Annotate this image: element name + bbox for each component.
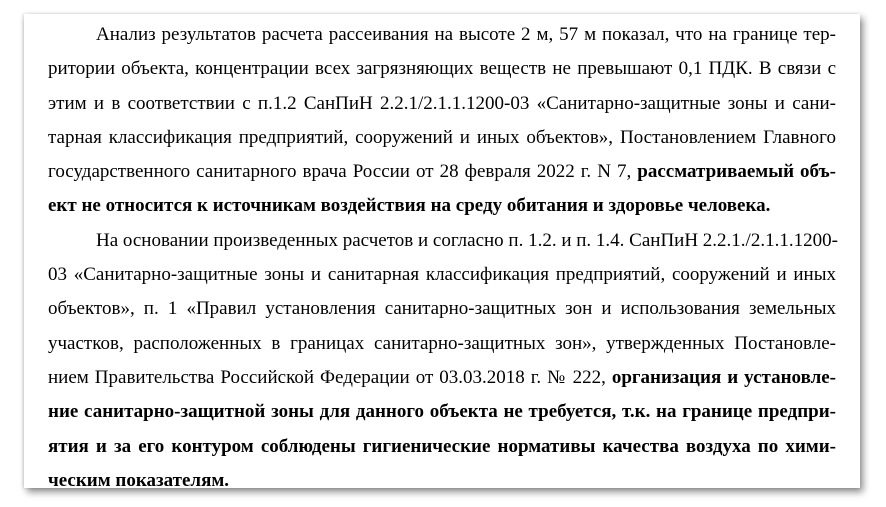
bold-fragment: рассматриваемый объ- xyxy=(637,161,836,183)
text-line xyxy=(48,395,836,429)
text-line: объектов», п. 1 «Правил установления санитарно-защитных зон и использования земельных xyxy=(48,298,836,320)
paragraph-sanitary-zone-conclusion xyxy=(48,224,836,498)
text-line: этим и в соответствии с п.1.2 СанПиН 2.2.1/2.1.1.1200-03 «Санитарно-защитные зоны и сани- xyxy=(48,92,836,114)
text-line: тарная классификация предприятий, сооружений и иных объектов», Постановлением Главного xyxy=(48,126,836,148)
document-page xyxy=(24,14,860,491)
text-line: На основании произведенных расчетов и согласно п. 1.2. и п. 1.4. СанПиН 2.2.1./2.1.1.1200- xyxy=(96,229,838,251)
text-fragment: государственного санитарного врача России от 28 февраля 2022 г. N 7, xyxy=(48,161,638,183)
text-line xyxy=(48,430,836,464)
text-line: участков, расположенных в границах санитарно-защитных зон», утвержденных Постановле- xyxy=(48,332,836,354)
text-line: Анализ результатов расчета рассеивания на высоте 2 м, 57 м показал, что на границе тер- xyxy=(96,24,836,45)
document-body xyxy=(48,18,836,498)
text-line: ритории объекта, концентрации всех загрязняющих веществ не превышают 0,1 ПДК. В связи с xyxy=(48,58,836,80)
text-fragment: нием Правительства Российской Федерации от 03.03.2018 г. № 222, xyxy=(48,366,612,388)
text-line xyxy=(48,464,836,498)
text-line xyxy=(48,189,836,223)
bold-fragment: ятия и за его контуром соблюдены гигиенические нормативы качества воздуха по хими- xyxy=(48,435,836,457)
bold-fragment: ние санитарно-защитной зоны для данного объекта не требуется, т.к. на границе предпри- xyxy=(48,401,836,423)
text-line: 03 «Санитарно-защитные зоны и санитарная классификация предприятий, сооружений и иных xyxy=(48,264,836,286)
bold-fragment: ческим показателям. xyxy=(48,469,230,491)
text-line xyxy=(48,155,836,189)
paragraph-dispersion-analysis xyxy=(48,18,836,224)
text-line xyxy=(48,361,836,395)
bold-fragment: организация и установле- xyxy=(611,366,836,388)
bold-fragment: ект не относится к источникам воздействия на среду обитания и здоровье человека. xyxy=(48,195,771,217)
